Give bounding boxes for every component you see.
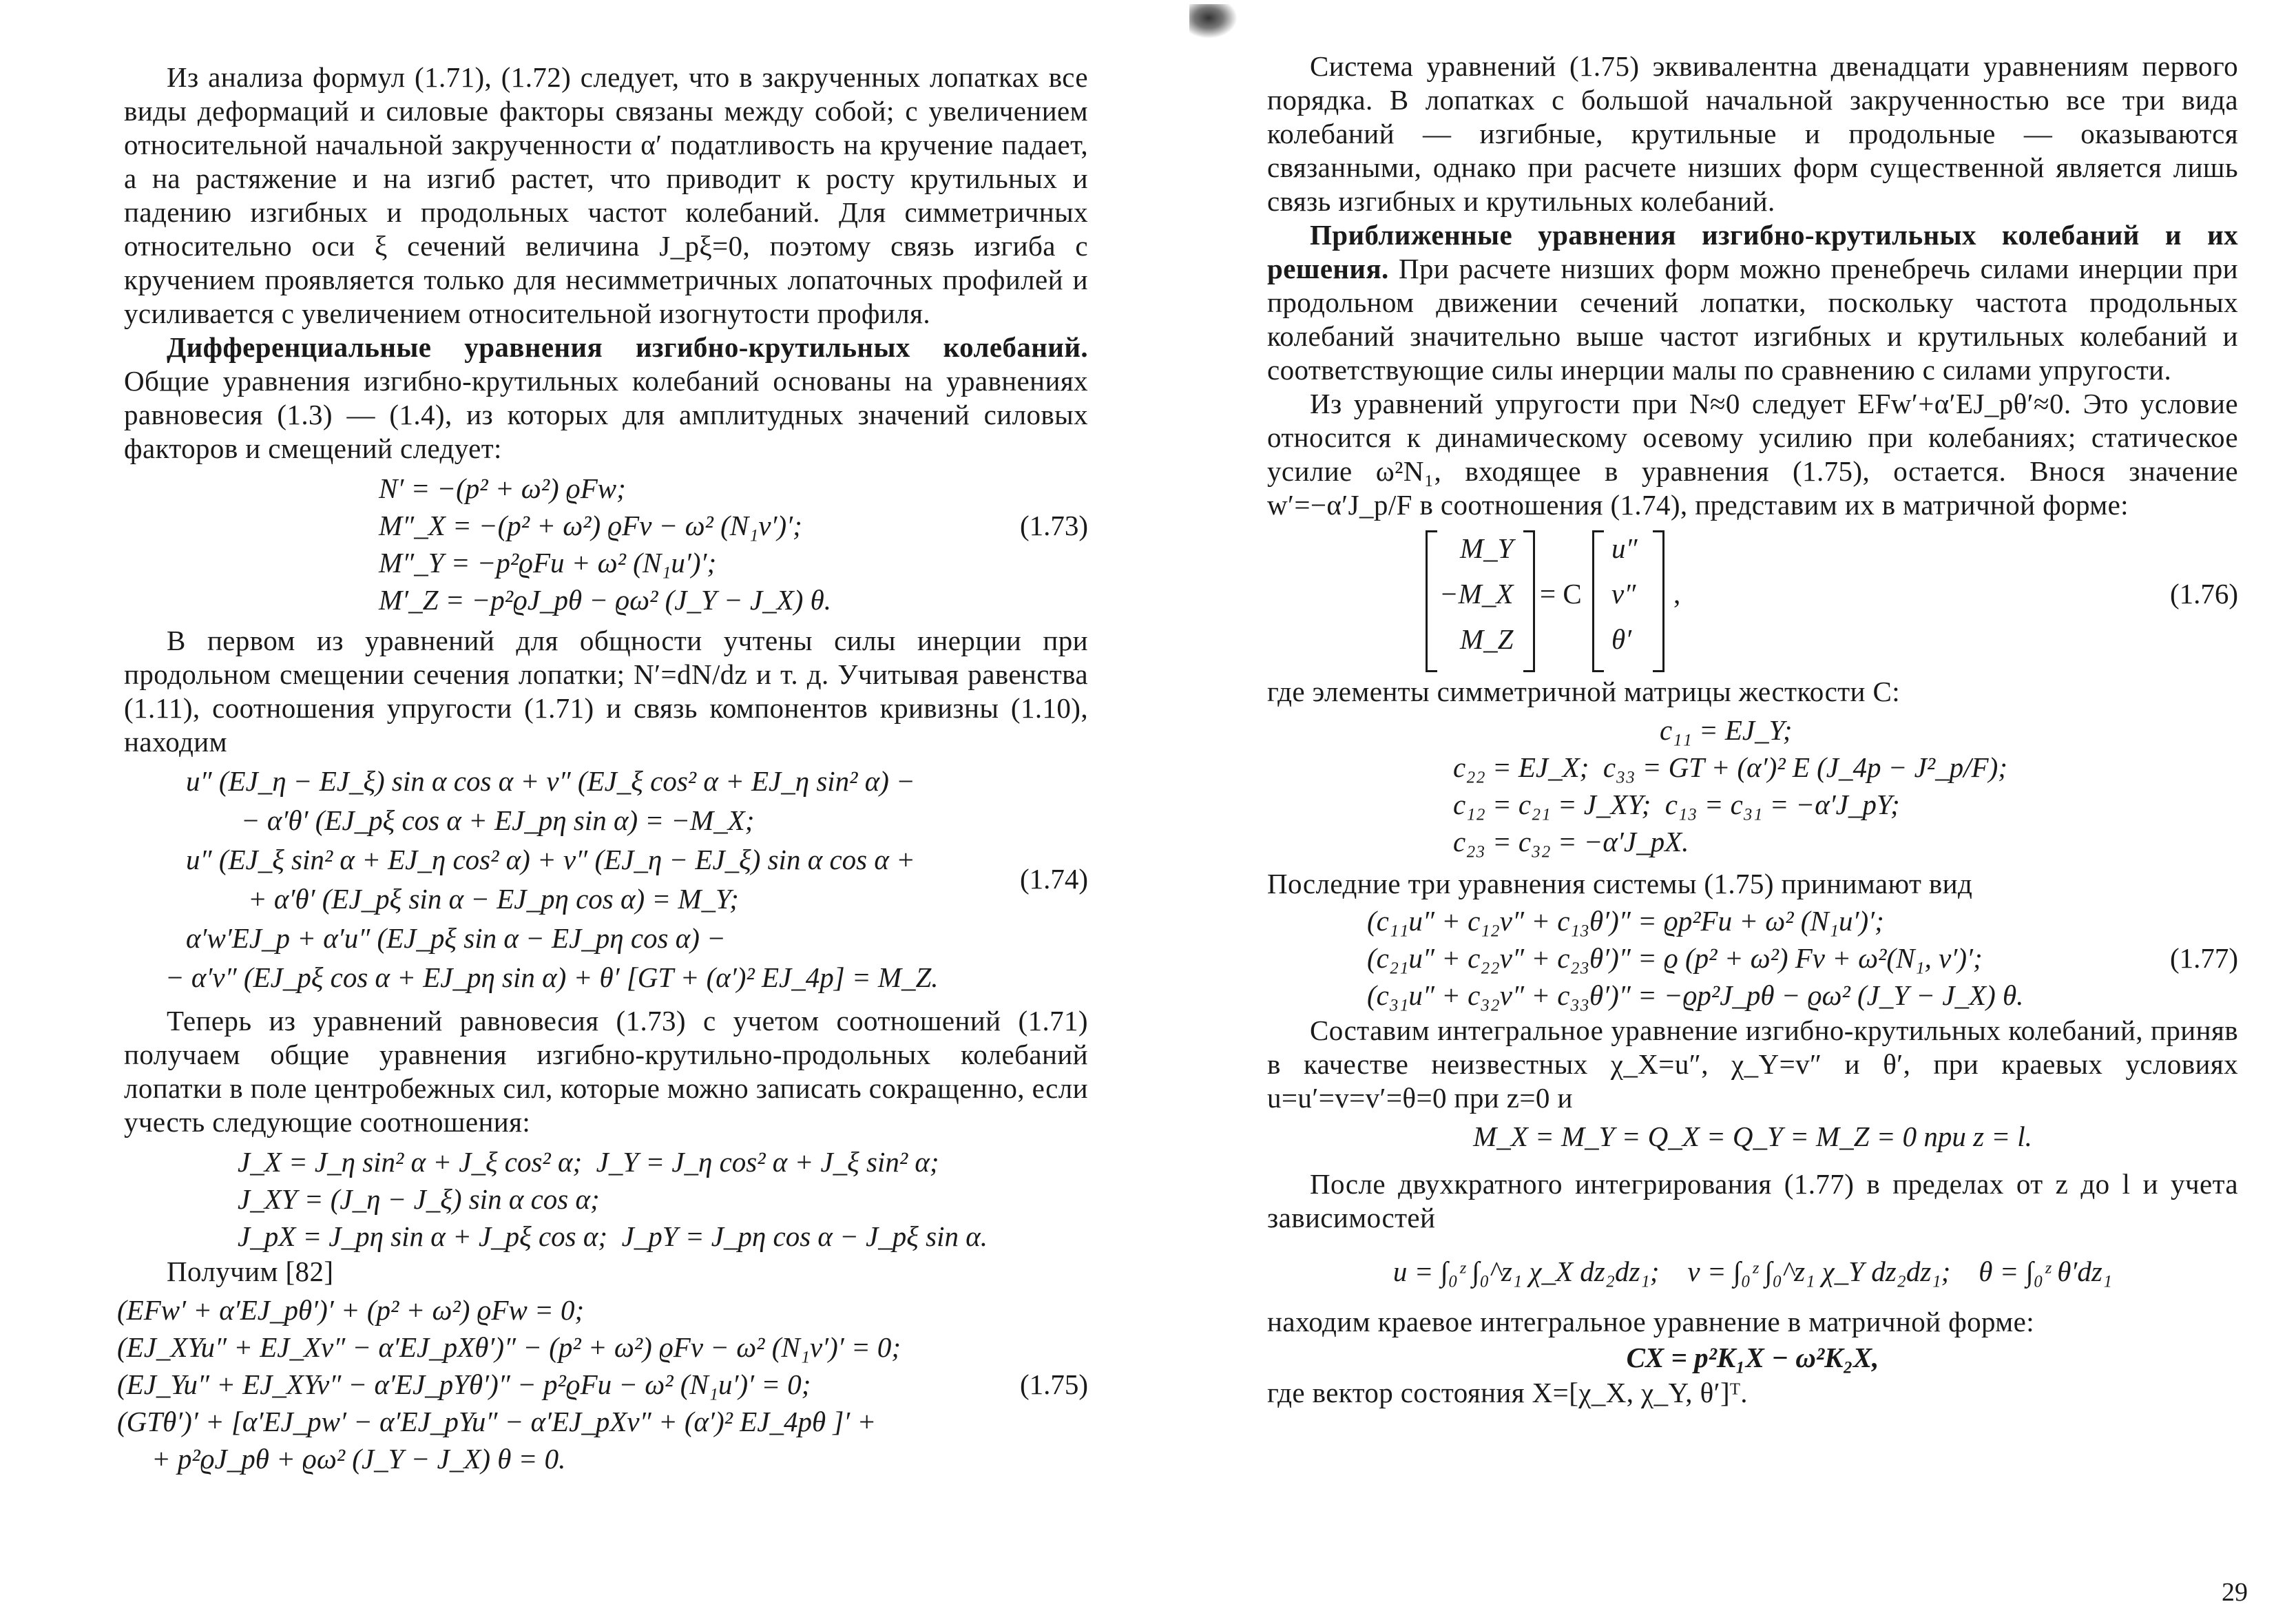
equation-line: (c₂₁u″ + c₂₂v″ + c₂₃θ′)″ = ϱ (p² + ω²) Fv + ω²(N₁, v′)′;: [1367, 942, 1983, 974]
paragraph: где вектор состояния X=[χ_X, χ_Y, θ′]ᵀ.: [1267, 1377, 1748, 1408]
equation-line: c₁₁ = EJ_Y;: [1660, 714, 1793, 746]
equation-line: u″ (EJ_ξ sin² α + EJ_η cos² α) + v″ (EJ_η − EJ_ξ) sin α cos α +: [186, 844, 915, 875]
right-bracket: [1523, 530, 1535, 672]
page-number: 29: [2222, 1578, 2248, 1607]
section-paragraph: [124, 331, 1088, 466]
paragraph: Из уравнений упругости при N≈0 следует EFw′+α′EJ_pθ′≈0. Это условие относится к динамическому осевому усилию при колебаниях; статическое усилие ω²N₁, входящее в уравнения (1.75), остается. Внося значение w′=−α′J_p/F в соотношения (1.74), представим их в матричной форме:: [1267, 388, 2238, 521]
equation-line: (c₁₁u″ + c₁₂v″ + c₁₃θ′)″ = ϱp²Fu + ω² (N₁u′)′;: [1367, 905, 1884, 937]
right-column: [1267, 50, 2238, 1410]
equation-number: (1.75): [1019, 1369, 1088, 1400]
matrix-cell: M_Y: [1460, 532, 1514, 564]
scan-artifact: [1189, 4, 1238, 39]
matrix-cell: v″: [1611, 578, 1636, 610]
paragraph: Составим интегральное уравнение изгибно-крутильных колебаний, приняв в качестве неизвестных χ_X=u″, χ_Y=v″ и θ′, при краевых условиях u=u′=v=v′=θ=0 при z=0 и: [1267, 1014, 2238, 1114]
matrix-c: = C: [1540, 578, 1582, 610]
relations: [238, 1143, 1088, 1255]
equation-line: + α′θ′ (EJ_pξ sin α − EJ_pη cos α) = M_Y;: [248, 883, 739, 915]
right-bracket: [1653, 530, 1664, 672]
paragraph: Из анализа формул (1.71), (1.72) следует, что в закрученных лопатках все виды деформаций и силовые факторы связаны между собой; с увеличением относительной начальной закрученности α′ податливость на кручение падает, а на растяжение и на изгиб растет, что приводит к росту крутильных и падению изгибных и продольных частот колебаний. Для симметричных относительно оси ξ сечений величина J_pξ=0, поэтому связь изгиба с кручением проявляется только для несимметричных лопаточных профилей и усиливается с увеличением относительной изогнутости профиля.: [124, 61, 1088, 329]
equation-line: M′_Z = −p²ϱJ_pθ − ϱω² (J_Y − J_X) θ.: [379, 584, 832, 616]
paragraph: где элементы симметричной матрицы жесткости C:: [1267, 676, 1901, 707]
integral-relations: [1267, 1253, 2238, 1290]
matrix-cell: u″: [1611, 532, 1638, 564]
matrix-equation-1-76: [1267, 530, 2238, 675]
paragraph: Последние три уравнения системы (1.75) принимают вид: [1267, 868, 1973, 899]
left-column: [117, 61, 1088, 1477]
main-equation: [1267, 1339, 2238, 1376]
left-bracket: [1426, 530, 1437, 672]
equation-1-74: [165, 762, 1088, 997]
equation-1-73: [379, 470, 1088, 618]
matrix-cell: M_Z: [1460, 623, 1514, 655]
equation-line: (EJ_Yu″ + EJ_XYv″ − α′EJ_pYθ′)″ − p²ϱFu − ω² (N₁u′)′ = 0;: [117, 1369, 811, 1400]
equation-line: (EFw′ + α′EJ_pθ′)′ + (p² + ω²) ϱFw = 0;: [117, 1294, 585, 1326]
section-paragraph: [1267, 218, 2238, 387]
equation-line: J_X = J_η sin² α + J_ξ cos² α; J_Y = J_η cos² α + J_ξ sin² α;: [238, 1146, 939, 1178]
boundary-conditions: [1267, 1118, 2238, 1155]
equation-line: − α′v″ (EJ_pξ cos α + EJ_pη sin α) + θ′ [GT + (α′)² EJ_4p] = M_Z.: [165, 961, 939, 993]
section-heading: Дифференциальные уравнения изгибно-крутильных колебаний.: [167, 331, 1088, 363]
equation-number: (1.76): [2169, 578, 2238, 610]
equation-line: + p²ϱJ_pθ + ϱω² (J_Y − J_X) θ = 0.: [152, 1443, 566, 1475]
equation-line: J_pX = J_pη sin α + J_pξ cos α; J_pY = J_pη cos α − J_pξ sin α.: [238, 1220, 988, 1252]
equation-number: (1.74): [1019, 863, 1088, 895]
section-heading: Приближенные уравнения изгибно-крутильных колебаний и их решения.: [1267, 219, 2238, 284]
equation-line: (GTθ′)′ + [α′EJ_pw′ − α′EJ_pYu″ − α′EJ_pXv″ + (α′)² EJ_4pθ ]′ +: [117, 1406, 877, 1437]
paragraph: Система уравнений (1.75) эквивалентна двенадцати уравнениям первого порядка. В лопатках с большой начальной закрученностью все три вида колебаний — изгибные, крутильные и продольные — оказываются связанными, однако при расчете низших форм существенной является лишь связь изгибных и крутильных колебаний.: [1267, 50, 2238, 217]
paragraph: После двухкратного интегрирования (1.77) в пределах от z до l и учета зависимостей: [1267, 1168, 2238, 1234]
equation-line: − α′θ′ (EJ_pξ cos α + EJ_pη sin α) = −M_X;: [241, 804, 755, 836]
left-bracket: [1592, 530, 1604, 672]
equation-number: (1.77): [2169, 942, 2238, 974]
matrix-cell: −M_X: [1439, 578, 1514, 610]
equation-line: (EJ_XYu″ + EJ_Xv″ − α′EJ_pXθ′)″ − (p² + ω²) ϱFv − ω² (N₁v′)′ = 0;: [117, 1331, 901, 1363]
right-page: [1148, 0, 2296, 1613]
equation-line: c₁₂ = c₂₁ = J_XY; c₁₃ = c₃₁ = −α′J_pY;: [1453, 789, 1900, 820]
equation-line: u = ∫₀ᶻ ∫₀^z₁ χ_X dz₂dz₁; v = ∫₀ᶻ ∫₀^z₁ χ_Y dz₂dz₁; θ = ∫₀ᶻ θ′dz₁: [1392, 1256, 2113, 1287]
stiffness-elements: [1453, 711, 2238, 860]
equation-number: (1.73): [1019, 510, 1088, 541]
equation-line: c₂₃ = c₃₂ = −α′J_pX.: [1453, 826, 1689, 857]
equation-line: J_XY = (J_η − J_ξ) sin α cos α;: [238, 1183, 600, 1215]
paragraph: находим краевое интегральное уравнение в матричной форме:: [1267, 1306, 2034, 1338]
equation-line: N′ = −(p² + ω²) ϱFw;: [379, 472, 626, 504]
paragraph: В первом из уравнений для общности учтены силы инерции при продольном смещении сечения лопатки; N′=dN/dz и т. д. Учитывая равенства (1.11), соотношения упругости (1.71) и связь компонентов кривизны (1.10), находим: [124, 625, 1088, 758]
equation-line: M″_X = −(p² + ω²) ϱFv − ω² (N₁v′)′;: [379, 510, 802, 541]
paragraph: Теперь из уравнений равновесия (1.73) с учетом соотношений (1.71) получаем общие уравнения изгибно-крутильно-продольных колебаний лопатки в поле центробежных сил, которые можно записать сокращенно, если учесть следующие соотношения:: [124, 1005, 1088, 1138]
matrix-comma: ,: [1673, 578, 1681, 610]
paragraph-body: Общие уравнения изгибно-крутильных колебаний основаны на уравнениях равновесия (1.3) — (1.4), из которых для амплитудных значений силовых факторов и смещений следует:: [124, 365, 1088, 464]
paragraph: Получим [82]: [167, 1256, 334, 1287]
matrix-cell: θ′: [1611, 623, 1632, 655]
equation-line: (c₃₁u″ + c₃₂v″ + c₃₃θ′)″ = −ϱp²J_pθ − ϱω² (J_Y − J_X) θ.: [1367, 979, 2024, 1011]
equation-line: M″_Y = −p²ϱFu + ω² (N₁u′)′;: [379, 547, 717, 579]
equation-1-77: [1367, 902, 2238, 1014]
equation-line: CX = p²K₁X − ω²K₂X,: [1626, 1342, 1879, 1373]
equation-line: c₂₂ = EJ_X; c₃₃ = GT + (α′)² E (J_4p − J²_p/F);: [1453, 751, 2007, 783]
equation-1-75: [117, 1291, 1088, 1477]
paragraph-body: При расчете низших форм можно пренебречь силами инерции при продольном движении сечений лопатки, поскольку частота продольных колебаний значительно выше частот изгибных и крутильных колебаний и соответствующие силы инерции малы по сравнению с силами упругости.: [1267, 253, 2239, 386]
equation-line: M_X = M_Y = Q_X = Q_Y = M_Z = 0 при z = l.: [1473, 1121, 2032, 1152]
equation-line: u″ (EJ_η − EJ_ξ) sin α cos α + v″ (EJ_ξ cos² α + EJ_η sin² α) −: [186, 765, 915, 797]
equation-line: α′w′EJ_p + α′u″ (EJ_pξ sin α − EJ_pη cos α) −: [186, 922, 726, 954]
